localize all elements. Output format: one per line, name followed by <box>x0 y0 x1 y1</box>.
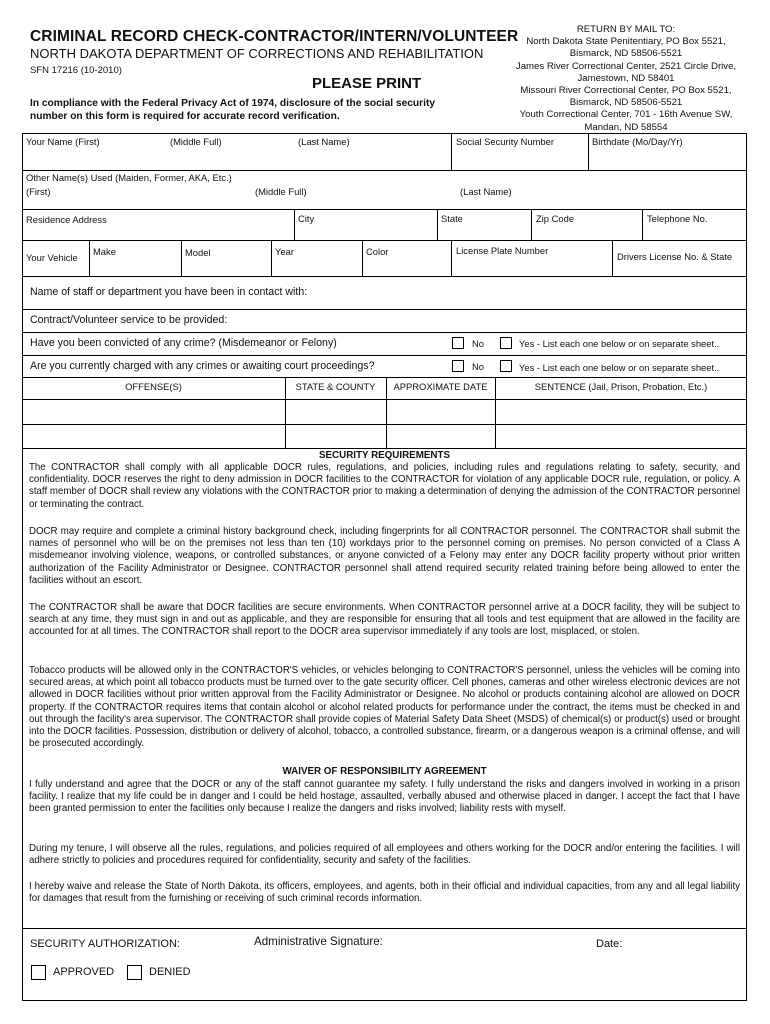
drivers-license-label: Drivers License No. & State <box>617 251 733 262</box>
department-name: NORTH DAKOTA DEPARTMENT OF CORRECTIONS AND REHABILITATION <box>30 46 484 61</box>
privacy-notice: In compliance with the Federal Privacy Act of 1974, disclosure of the social security number on this form is required for accurate record verification. <box>30 98 435 122</box>
sentence-cell[interactable] <box>496 425 746 447</box>
name-last-label: (Last Name) <box>298 136 350 147</box>
divider <box>22 276 747 277</box>
convicted-no-label: No <box>472 338 484 349</box>
make-label: Make <box>93 246 116 257</box>
approx-date-header: APPROXIMATE DATE <box>393 381 488 392</box>
security-paragraph-2: DOCR may require and complete a criminal history background check, including fingerprints for all CONTRACTOR personnel. The CONTRACTOR shall submit the names of personnel who will be on the premises not less than ten (10) workdays prior to the personnel coming on premises. No person convicted of a Class A misdemeanor involving violence, weapons, or controlled substances, or anyone convicted of a Felony may enter any DOCR facility property without prior written authorization of the Facility Administrator or Designee. CONTRACTOR personnel shall attend required security related training before being allowed to enter the facilities without an escort. <box>29 526 740 586</box>
mail-line: James River Correctional Center, 2521 Circle Drive, <box>515 60 737 72</box>
ssn-label: Social Security Number <box>456 136 554 147</box>
divider <box>22 448 747 449</box>
approx-date-cell[interactable] <box>387 425 495 447</box>
city-label: City <box>298 213 315 224</box>
offense-header: OFFENSE(S) <box>125 381 182 392</box>
name-first-label: Your Name (First) <box>26 136 100 147</box>
year-label: Year <box>275 246 294 257</box>
color-label: Color <box>366 246 389 257</box>
divider <box>531 209 532 240</box>
divider <box>22 928 747 929</box>
divider <box>22 240 747 241</box>
charged-yes-checkbox[interactable] <box>500 360 512 372</box>
mail-line: Youth Correctional Center, 701 - 16th Avenue SW, <box>519 109 733 121</box>
divider <box>181 240 182 276</box>
other-first-label: (First) <box>26 186 51 197</box>
waiver-paragraph-2: During my tenure, I will observe all the rules, regulations, and policies required of all employees and others working for the DOCR and/or entering the facilities. I will adhere strictly to policies and procedures required for confidentiality, security and safety of the facilities. <box>29 843 740 867</box>
mail-line: Bismarck, ND 58506-5521 <box>569 48 683 60</box>
convicted-yes-label: Yes - List each one below or on separate sheet.. <box>519 338 720 349</box>
offense-cell[interactable] <box>23 425 285 447</box>
approved-checkbox[interactable] <box>31 965 46 980</box>
state-county-cell[interactable] <box>286 400 386 423</box>
state-label: State <box>441 213 463 224</box>
waiver-heading: WAIVER OF RESPONSIBILITY AGREEMENT <box>282 766 487 777</box>
denied-checkbox[interactable] <box>127 965 142 980</box>
convicted-question: Have you been convicted of any crime? (Misdemeanor or Felony) <box>30 337 337 349</box>
plate-label: License Plate Number <box>456 245 549 256</box>
state-county-cell[interactable] <box>286 425 386 447</box>
charged-question: Are you currently charged with any crimes or awaiting court proceedings? <box>30 360 375 372</box>
convicted-yes-checkbox[interactable] <box>500 337 512 349</box>
model-label: Model <box>185 247 211 258</box>
other-last-label: (Last Name) <box>460 186 512 197</box>
return-mail-addresses <box>505 24 747 134</box>
denied-label: DENIED <box>149 966 191 978</box>
name-middle-label: (Middle Full) <box>170 136 222 147</box>
residence-label: Residence Address <box>26 214 107 225</box>
waiver-paragraph-3: I hereby waive and release the State of North Dakota, its officers, employees, and agents, both in their official and individual capacities, from any and all legal liability for damages that result from the furnishing or receiving of such criminal records information. <box>29 881 740 905</box>
vehicle-label: Your Vehicle <box>26 252 78 263</box>
date-field[interactable] <box>630 932 740 992</box>
charged-yes-label: Yes - List each one below or on separate sheet.. <box>519 362 720 373</box>
date-label: Date: <box>596 938 623 950</box>
divider <box>588 133 589 170</box>
please-print-notice: PLEASE PRINT <box>312 75 422 92</box>
form-number: SFN 17216 (10-2010) <box>30 65 122 76</box>
security-authorization-label: SECURITY AUTHORIZATION: <box>30 938 180 950</box>
divider <box>22 332 747 333</box>
sentence-header: SENTENCE (Jail, Prison, Probation, Etc.) <box>534 381 708 392</box>
mail-line: North Dakota State Penitentiary, PO Box 5521, <box>526 36 726 48</box>
divider <box>89 240 90 276</box>
approx-date-cell[interactable] <box>387 400 495 423</box>
security-paragraph-3: The CONTRACTOR shall be aware that DOCR facilities are secure environments. When CONTRACTOR personnel arrive at a DOCR facility, they will be subject to search at any time, they must sign in and out as applicable, and they are responsible for ensuring that all tools and test equipment that are allowed in the facility are accounted for at all times. The CONTRACTOR shall report to the DOCR area supervisor immediately if any tools are lost, misplaced, or stolen. <box>29 602 740 638</box>
telephone-label: Telephone No. <box>647 213 708 224</box>
divider <box>22 209 747 210</box>
divider <box>642 209 643 240</box>
divider <box>612 240 613 276</box>
state-county-header: STATE & COUNTY <box>295 381 376 392</box>
divider <box>22 377 747 378</box>
divider <box>294 209 295 240</box>
divider <box>22 170 747 171</box>
zip-label: Zip Code <box>536 213 575 224</box>
approved-label: APPROVED <box>53 966 115 978</box>
mail-line: Jamestown, ND 58401 <box>577 72 675 84</box>
service-label: Contract/Volunteer service to be provided: <box>30 314 228 326</box>
convicted-no-checkbox[interactable] <box>452 337 464 349</box>
divider <box>451 240 452 276</box>
divider <box>271 240 272 276</box>
security-heading: SECURITY REQUIREMENTS <box>318 450 450 461</box>
divider <box>451 133 452 170</box>
divider <box>22 309 747 310</box>
staff-contact-label: Name of staff or department you have been in contact with: <box>30 286 308 298</box>
form-title: CRIMINAL RECORD CHECK-CONTRACTOR/INTERN/VOLUNTEER <box>30 28 519 45</box>
divider <box>22 355 747 356</box>
mail-line: Bismarck, ND 58506-5521 <box>569 97 683 109</box>
mail-line: Missouri River Correctional Center, PO Box 5521, <box>520 85 732 97</box>
divider <box>437 209 438 240</box>
charged-no-checkbox[interactable] <box>452 360 464 372</box>
other-names-label: Other Name(s) Used (Maiden, Former, AKA, Etc.) <box>26 172 232 183</box>
divider <box>362 240 363 276</box>
mail-line: Mandan, ND 58554 <box>584 121 668 133</box>
admin-signature-label: Administrative Signature: <box>254 935 383 948</box>
birthdate-label: Birthdate (Mo/Day/Yr) <box>592 136 683 147</box>
security-paragraph-1: The CONTRACTOR shall comply with all applicable DOCR rules, regulations, and policies, including rules and regulations relating to safety, security, and confidentiality. DOCR reserves the right to deny admission in DOCR facilities to the CONTRACTOR for violation of any applicable DOCR rule, regulation, or policy. A staff member of DOCR shall review any violations with the CONTRACTOR prior to making a determination of denying the admission of the CONTRACTOR personnel or terminating the contract. <box>29 462 740 510</box>
other-middle-label: (Middle Full) <box>255 186 307 197</box>
security-paragraph-4: Tobacco products will be allowed only in the CONTRACTOR'S vehicles, or vehicles belonging to CONTRACTOR'S personnel, unless the vehicles will be coming into secured areas, at which point all tobacco products must be turned over to the gate security officer. Cell phones, cameras and other wireless electronic devices are not allowed in DOCR facilities without prior written approval from the Facility Administrator or Designee. No alcohol or products containing alcohol are allowed on DOCR property. If the CONTRACTOR requires items that contain alcohol or alcohol related products for performance under the contract, the items must be checked in and out through the facility's area supervisor. The CONTRACTOR shall provide copies of Material Safety Data Sheet (MSDS) of chemical(s) or product(s) used or brought into the DOCR facilities. Possession, distribution or delivery of alcohol, tobacco, a controlled substance, firearm, or a dangerous weapon is a criminal offense, and will be prosecuted accordingly. <box>29 665 740 750</box>
admin-signature-field[interactable] <box>395 932 585 992</box>
offense-cell[interactable] <box>23 400 285 423</box>
waiver-paragraph-1: I fully understand and agree that the DOCR or any of the staff cannot guarantee my safety. I fully understand the risks and dangers involved in working in a prison facility. I realize that my life could be in danger and I could be held hostage, assaulted, verbally abused and otherwise placed in danger. I accept the fact that I have been granted permission to enter the facilities only because I realize the dangers and risks involved; liability rests with myself. <box>29 779 740 815</box>
charged-no-label: No <box>472 361 484 372</box>
sentence-cell[interactable] <box>496 400 746 423</box>
mail-line: RETURN BY MAIL TO: <box>576 24 676 35</box>
